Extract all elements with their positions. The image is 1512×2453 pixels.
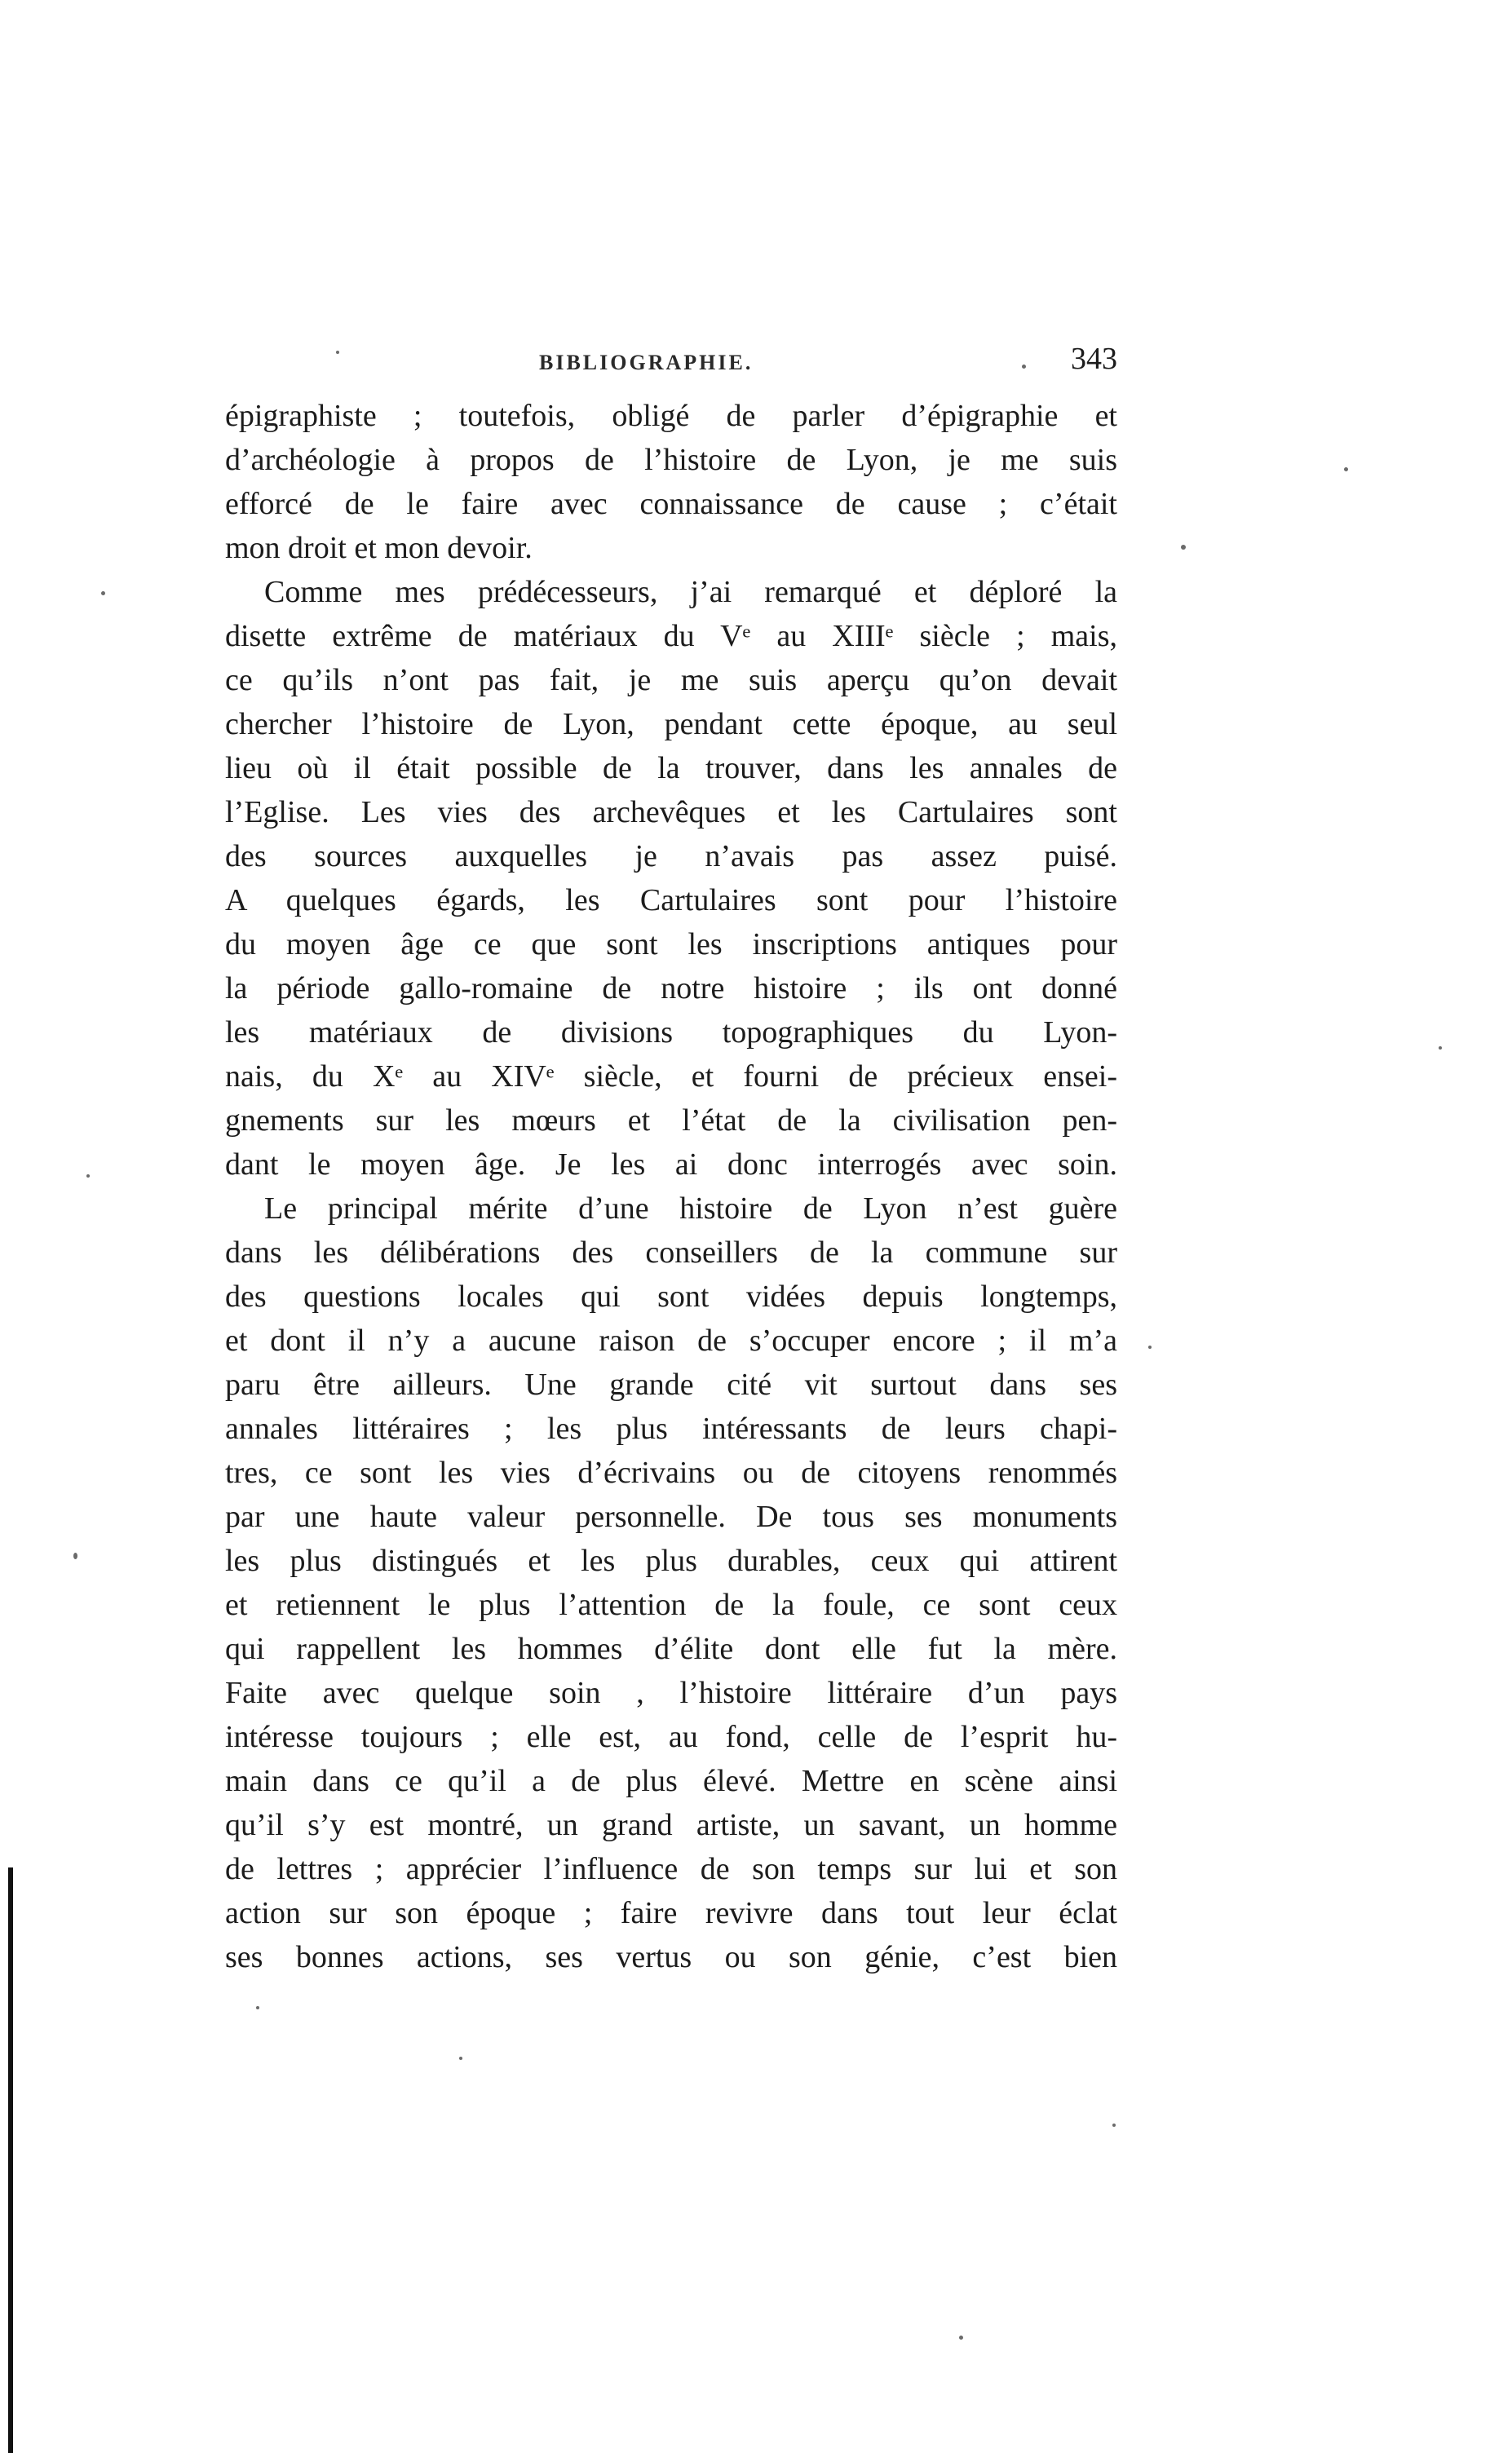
- text-line: des questions locales qui sont vidées depuis longtemps,: [225, 1280, 1117, 1314]
- text-line: main dans ce qu’il a de plus élevé. Mettre en scène ainsi: [225, 1764, 1117, 1798]
- scan-speck: [256, 2006, 259, 2009]
- paragraph-start-line: Le principal mérite d’une histoire de Lyon n’est guère: [264, 1191, 1117, 1226]
- text-line: et dont il n’y a aucune raison de s’occuper encore ; il m’a: [225, 1324, 1117, 1358]
- scan-speck: [1439, 1046, 1442, 1050]
- scan-speck: [1148, 1346, 1152, 1349]
- text-line: ses bonnes actions, ses vertus ou son génie, c’est bien: [225, 1940, 1117, 1974]
- page-number: 343: [1071, 342, 1117, 376]
- text-line: tres, ce sont les vies d’écrivains ou de citoyens renommés: [225, 1456, 1117, 1490]
- scan-speck: [959, 2336, 963, 2340]
- running-head: [225, 341, 1117, 390]
- scan-speck: [1344, 467, 1348, 471]
- text-line: mon droit et mon devoir.: [225, 531, 533, 565]
- text-line: nais, du Xᵉ au XIVᵉ siècle, et fourni de précieux ensei-: [225, 1059, 1117, 1094]
- text-line: épigraphiste ; toutefois, obligé de parler d’épigraphie et: [225, 399, 1117, 433]
- text-line: gnements sur les mœurs et l’état de la civilisation pen-: [225, 1103, 1117, 1138]
- text-line: disette extrême de matériaux du Vᵉ au XIIIᵉ siècle ; mais,: [225, 619, 1117, 653]
- text-line: des sources auxquelles je n’avais pas assez puisé.: [225, 839, 1117, 873]
- text-line: les matériaux de divisions topographiques du Lyon-: [225, 1015, 1117, 1050]
- running-title: BIBLIOGRAPHIE.: [539, 351, 754, 374]
- scan-speck: [1112, 2124, 1116, 2127]
- scan-speck: [1181, 545, 1186, 550]
- text-line: ce qu’ils n’ont pas fait, je me suis aperçu qu’on devait: [225, 663, 1117, 697]
- text-line: intéresse toujours ; elle est, au fond, celle de l’esprit hu-: [225, 1720, 1117, 1754]
- text-line: action sur son époque ; faire revivre dans tout leur éclat: [225, 1896, 1117, 1930]
- text-line: du moyen âge ce que sont les inscriptions antiques pour: [225, 927, 1117, 961]
- text-line: lieu où il était possible de la trouver, dans les annales de: [225, 751, 1117, 785]
- text-line: dant le moyen âge. Je les ai donc interrogés avec soin.: [225, 1147, 1117, 1182]
- text-line: par une haute valeur personnelle. De tous ses monuments: [225, 1500, 1117, 1534]
- scan-speck: [459, 2057, 462, 2060]
- text-line: Faite avec quelque soin , l’histoire littéraire d’un pays: [225, 1676, 1117, 1710]
- text-line: dans les délibérations des conseillers de la commune sur: [225, 1235, 1117, 1270]
- text-line: paru être ailleurs. Une grande cité vit surtout dans ses: [225, 1368, 1117, 1402]
- scan-speck: [1022, 365, 1026, 369]
- text-line: de lettres ; apprécier l’influence de son temps sur lui et son: [225, 1852, 1117, 1886]
- body-text: [225, 394, 1117, 1979]
- text-line: et retiennent le plus l’attention de la foule, ce sont ceux: [225, 1588, 1117, 1622]
- scan-speck: [101, 591, 105, 595]
- text-line: l’Eglise. Les vies des archevêques et les Cartulaires sont: [225, 795, 1117, 829]
- text-line: d’archéologie à propos de l’histoire de Lyon, je me suis: [225, 443, 1117, 477]
- text-line: annales littéraires ; les plus intéressants de leurs chapi-: [225, 1412, 1117, 1446]
- text-line: qu’il s’y est montré, un grand artiste, un savant, un homme: [225, 1808, 1117, 1842]
- text-line: efforcé de le faire avec connaissance de cause ; c’était: [225, 487, 1117, 521]
- text-line: la période gallo-romaine de notre histoire ; ils ont donné: [225, 971, 1117, 1006]
- scan-speck: [73, 1553, 77, 1559]
- text-line: qui rappellent les hommes d’élite dont elle fut la mère.: [225, 1632, 1117, 1666]
- scan-speck: [86, 1174, 90, 1178]
- text-line: chercher l’histoire de Lyon, pendant cette époque, au seul: [225, 707, 1117, 741]
- scan-edge-shadow: [8, 1867, 13, 2453]
- text-line: les plus distingués et les plus durables, ceux qui attirent: [225, 1544, 1117, 1578]
- paragraph-start-line: Comme mes prédécesseurs, j’ai remarqué et déploré la: [264, 575, 1117, 609]
- text-line: A quelques égards, les Cartulaires sont pour l’histoire: [225, 883, 1117, 917]
- scan-speck: [336, 351, 339, 354]
